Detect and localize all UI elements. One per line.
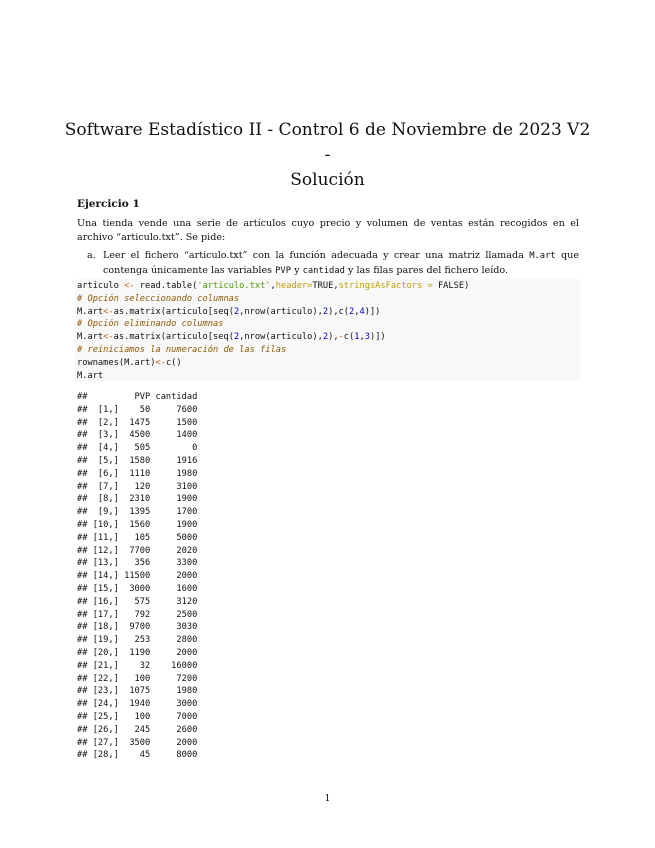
row-index: [2,] bbox=[92, 417, 119, 428]
title-line-2: Solución bbox=[290, 170, 365, 190]
pvp-cell: 120 bbox=[118, 481, 151, 492]
page-number: 1 bbox=[324, 793, 331, 804]
output-rows bbox=[77, 405, 197, 761]
output-row: ## [8,] 2310 1900 bbox=[77, 494, 198, 505]
pvp-cell: 50 bbox=[118, 404, 151, 415]
output-row: ## [21,] 32 16000 bbox=[77, 660, 198, 671]
output-row: ## [10,] 1560 1900 bbox=[77, 519, 198, 530]
row-index: [20,] bbox=[92, 647, 119, 658]
cantidad-cell: 1980 bbox=[150, 468, 198, 479]
output-row: ## [22,] 100 7200 bbox=[77, 673, 198, 684]
output-row: ## [24,] 1940 3000 bbox=[77, 699, 198, 710]
row-index: [13,] bbox=[92, 558, 119, 569]
code-comment-2: # Opción eliminando columnas bbox=[77, 319, 224, 330]
cantidad-cell: 1900 bbox=[150, 494, 198, 505]
row-index: [18,] bbox=[92, 622, 119, 633]
exercise-heading: Ejercicio 1 bbox=[77, 198, 140, 210]
pvp-cell: 100 bbox=[118, 673, 151, 684]
pvp-cell: 11500 bbox=[118, 571, 151, 582]
cantidad-cell: 3030 bbox=[150, 622, 198, 633]
code-comment-3: # reiniciamos la numeración de las filas bbox=[77, 344, 287, 355]
pvp-cell: 1190 bbox=[118, 647, 151, 658]
row-index: [26,] bbox=[92, 724, 119, 735]
output-row: ## [7,] 120 3100 bbox=[77, 481, 198, 492]
row-index: [7,] bbox=[92, 481, 119, 492]
output-row: ## [14,] 11500 2000 bbox=[77, 571, 198, 582]
code-line-2: M.art<-as.matrix(articulo[seq(2,nrow(articulo),2),c(2,4)]) bbox=[77, 306, 381, 317]
cantidad-cell: 0 bbox=[150, 443, 198, 454]
output-row: ## [25,] 100 7000 bbox=[77, 711, 198, 722]
cantidad-cell: 1916 bbox=[150, 455, 198, 466]
pvp-cell: 575 bbox=[118, 596, 151, 607]
output-row: ## [1,] 50 7600 bbox=[77, 404, 198, 415]
code-line-4: rownames(M.art)<-c() bbox=[77, 357, 182, 368]
output-row: ## [6,] 1110 1980 bbox=[77, 468, 198, 479]
pvp-cell: 105 bbox=[118, 532, 151, 543]
code-comment-1: # Opción seleccionando columnas bbox=[77, 293, 240, 304]
list-item-text: Leer el fichero “articulo.txt” con la función adecuada y crear una matriz llamada M.art que contenga únicamente las variables PVP y cantidad y las filas pares del fichero leído. bbox=[103, 250, 579, 276]
row-index: [15,] bbox=[92, 583, 119, 594]
pvp-cell: 2310 bbox=[118, 494, 151, 505]
pvp-cell: 4500 bbox=[118, 430, 151, 441]
pvp-cell: 1075 bbox=[118, 686, 151, 697]
code-line-1: articulo <- read.table('articulo.txt',header=TRUE,stringsAsFactors = FALSE) bbox=[77, 281, 470, 291]
row-index: [24,] bbox=[92, 699, 119, 710]
cantidad-cell: 2500 bbox=[150, 609, 198, 620]
output-row: ## [4,] 505 0 bbox=[77, 443, 198, 454]
row-index: [22,] bbox=[92, 673, 119, 684]
row-index: [9,] bbox=[92, 507, 119, 518]
row-index: [17,] bbox=[92, 609, 119, 620]
pvp-cell: 253 bbox=[118, 635, 151, 646]
row-index: [23,] bbox=[92, 686, 119, 697]
output-row: ## [27,] 3500 2000 bbox=[77, 737, 198, 748]
code-line-3: M.art<-as.matrix(articulo[seq(2,nrow(articulo),2),-c(1,3)]) bbox=[77, 332, 386, 343]
row-index: [28,] bbox=[92, 750, 119, 761]
cantidad-cell: 1900 bbox=[150, 519, 198, 530]
output-row: ## [17,] 792 2500 bbox=[77, 609, 198, 620]
title-line-1: Software Estadístico II - Control 6 de Noviembre de 2023 V2 - bbox=[64, 120, 591, 165]
pvp-cell: 3000 bbox=[118, 583, 151, 594]
cantidad-cell: 2000 bbox=[150, 571, 198, 582]
cantidad-cell: 1500 bbox=[150, 417, 198, 428]
code-line-5: M.art bbox=[77, 370, 104, 381]
pvp-cell: 1395 bbox=[118, 507, 151, 518]
cantidad-cell: 3120 bbox=[150, 596, 198, 607]
pvp-cell: 100 bbox=[118, 711, 151, 722]
output-row: ## [20,] 1190 2000 bbox=[77, 647, 198, 658]
row-index: [3,] bbox=[92, 430, 119, 441]
output-header: ## PVP cantidad bbox=[77, 392, 198, 402]
cantidad-cell: 3000 bbox=[150, 699, 198, 710]
row-index: [4,] bbox=[92, 443, 119, 454]
output-row: ## [11,] 105 5000 bbox=[77, 532, 198, 543]
r-output-block bbox=[77, 391, 197, 762]
pvp-cell: 1560 bbox=[118, 519, 151, 530]
pvp-cell: 505 bbox=[118, 443, 151, 454]
pvp-cell: 45 bbox=[118, 750, 151, 761]
pvp-cell: 1580 bbox=[118, 455, 151, 466]
r-output bbox=[77, 391, 197, 762]
cantidad-cell: 3300 bbox=[150, 558, 198, 569]
row-index: [16,] bbox=[92, 596, 119, 607]
output-row: ## [26,] 245 2600 bbox=[77, 724, 198, 735]
cantidad-cell: 7200 bbox=[150, 673, 198, 684]
cantidad-cell: 3100 bbox=[150, 481, 198, 492]
output-row: ## [5,] 1580 1916 bbox=[77, 455, 198, 466]
cantidad-cell: 7600 bbox=[150, 404, 198, 415]
cantidad-cell: 16000 bbox=[150, 660, 198, 671]
output-row: ## [28,] 45 8000 bbox=[77, 750, 198, 761]
pvp-cell: 245 bbox=[118, 724, 151, 735]
intro-paragraph: Una tienda vende una serie de artículos cuyo precio y volumen de ventas están recogidos en el archivo “articulo.txt”. Se pide: bbox=[77, 218, 579, 243]
list-marker: a. bbox=[87, 250, 96, 261]
row-index: [5,] bbox=[92, 455, 119, 466]
pvp-cell: 3500 bbox=[118, 737, 151, 748]
pvp-cell: 1475 bbox=[118, 417, 151, 428]
cantidad-cell: 2000 bbox=[150, 737, 198, 748]
cantidad-cell: 1700 bbox=[150, 507, 198, 518]
row-index: [11,] bbox=[92, 532, 119, 543]
output-row: ## [2,] 1475 1500 bbox=[77, 417, 198, 428]
row-index: [19,] bbox=[92, 635, 119, 646]
output-row: ## [18,] 9700 3030 bbox=[77, 622, 198, 633]
cantidad-cell: 2000 bbox=[150, 647, 198, 658]
pvp-cell: 1940 bbox=[118, 699, 151, 710]
output-row: ## [12,] 7700 2020 bbox=[77, 545, 198, 556]
pvp-cell: 9700 bbox=[118, 622, 151, 633]
inline-code-cantidad: cantidad bbox=[302, 265, 345, 276]
cantidad-cell: 7000 bbox=[150, 711, 198, 722]
row-index: [12,] bbox=[92, 545, 119, 556]
output-row: ## [9,] 1395 1700 bbox=[77, 507, 198, 518]
output-row: ## [15,] 3000 1600 bbox=[77, 583, 198, 594]
row-index: [10,] bbox=[92, 519, 119, 530]
cantidad-cell: 1980 bbox=[150, 686, 198, 697]
cantidad-cell: 5000 bbox=[150, 532, 198, 543]
pvp-cell: 356 bbox=[118, 558, 151, 569]
inline-code-pvp: PVP bbox=[275, 265, 292, 276]
output-row: ## [16,] 575 3120 bbox=[77, 596, 198, 607]
pvp-cell: 7700 bbox=[118, 545, 151, 556]
pvp-cell: 1110 bbox=[118, 468, 151, 479]
pvp-cell: 792 bbox=[118, 609, 151, 620]
row-index: [25,] bbox=[92, 711, 119, 722]
row-index: [14,] bbox=[92, 571, 119, 582]
pvp-cell: 32 bbox=[118, 660, 151, 671]
row-index: [8,] bbox=[92, 494, 119, 505]
r-code-block bbox=[75, 279, 580, 381]
cantidad-cell: 1400 bbox=[150, 430, 198, 441]
output-row: ## [19,] 253 2800 bbox=[77, 635, 198, 646]
row-index: [1,] bbox=[92, 404, 119, 415]
row-index: [6,] bbox=[92, 468, 119, 479]
cantidad-cell: 2800 bbox=[150, 635, 198, 646]
output-row: ## [13,] 356 3300 bbox=[77, 558, 198, 569]
document-title bbox=[60, 118, 595, 193]
cantidad-cell: 2020 bbox=[150, 545, 198, 556]
cantidad-cell: 1600 bbox=[150, 583, 198, 594]
r-code bbox=[77, 280, 469, 382]
output-row: ## [3,] 4500 1400 bbox=[77, 430, 198, 441]
cantidad-cell: 2600 bbox=[150, 724, 198, 735]
cantidad-cell: 8000 bbox=[150, 750, 198, 761]
row-index: [21,] bbox=[92, 660, 119, 671]
row-index: [27,] bbox=[92, 737, 119, 748]
output-row: ## [23,] 1075 1980 bbox=[77, 686, 198, 697]
inline-code-mart: M.art bbox=[529, 251, 556, 261]
